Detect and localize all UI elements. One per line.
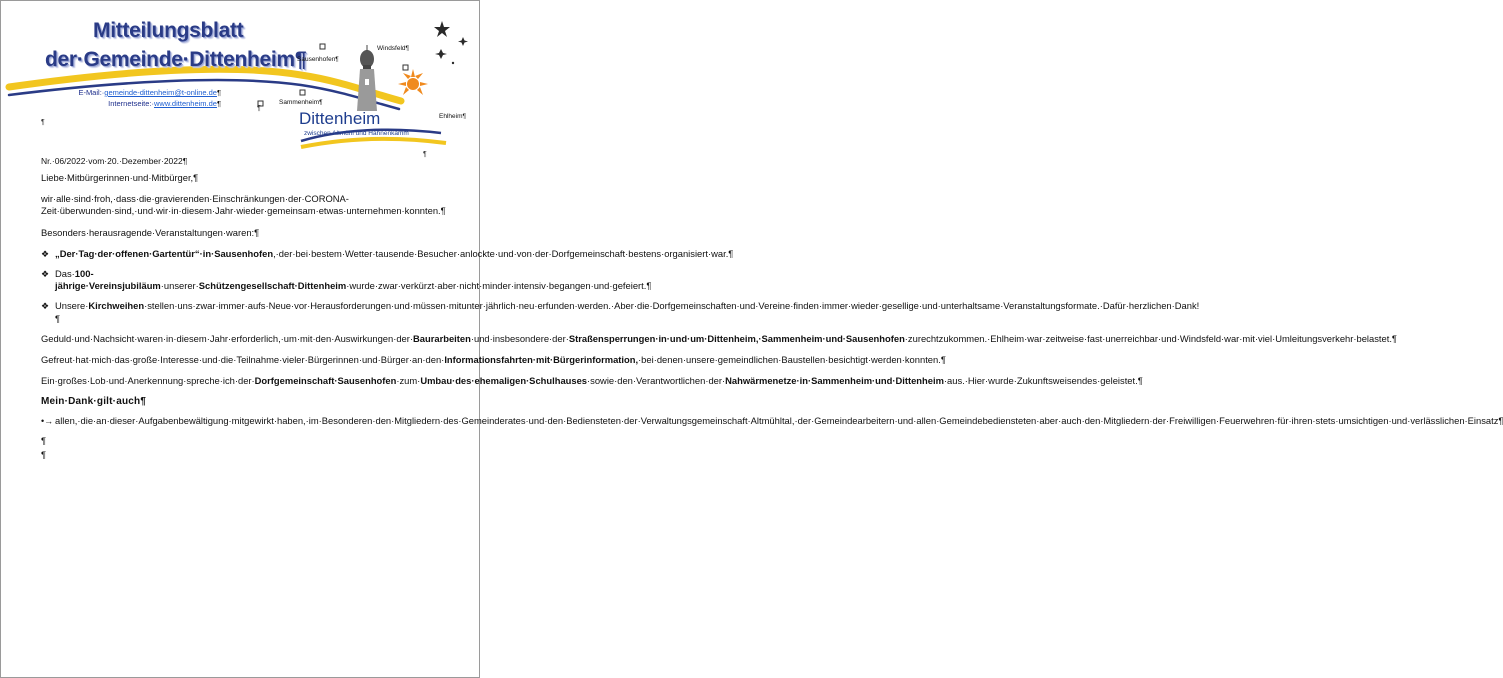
paragraph-events-intro: Besonders·herausragende·Veranstaltungen·waren:¶: [41, 226, 260, 238]
website-link[interactable]: www.dittenheim.de: [154, 99, 217, 108]
place-sausenhofen: Sausenhofen¶: [297, 56, 339, 63]
diamond-bullet-icon: ❖: [41, 301, 50, 312]
list-item: ❖ Das·100-jährige·Vereinsjubiläum·unserer·Schützengesellschaft·Dittenheim·wurde·zwar·verkürzt·aber·nicht·minder·intensiv·begangen·und·gefeiert.¶: [41, 268, 652, 292]
diamond-bullet-icon: ❖: [41, 269, 50, 280]
sun-icon: [398, 69, 428, 95]
website-line: Internetseite:·www.dittenheim.de¶: [108, 99, 221, 108]
place-ehlheim: Ehlheim¶: [439, 113, 466, 120]
mark-pilcrow: ¶: [423, 151, 427, 158]
empty-paragraph: ¶: [41, 448, 47, 460]
church-tower-icon: [357, 45, 377, 111]
paragraph-praise: Ein·großes·Lob·und·Anerkennung·spreche·ich·der·Dorfgemeinschaft·Sausenhofen·zum·Umbau·des·ehemaligen·Schulhauses·sowie·den·Verantwortlichen·der·Nahwärmenetze·in·Sammenheim·und·Dittenheim·aus.·Hier·wurde·Zukunftsweisendes·geleistet.¶: [41, 375, 1143, 387]
newsletter-title-line2: der·Gemeinde·Dittenheim¶: [45, 48, 307, 71]
diamond-bullet-icon: ❖: [41, 248, 50, 259]
letter-body: [41, 172, 1503, 463]
brand-name: Dittenheim: [299, 109, 381, 128]
list-item: •→ allen,·die·an·dieser·Aufgabenbewältigung·mitgewirkt·haben,·im·Besonderen·den·Mitgliedern·des·Gemeinderates·und·den·Bediensteten·der·Verwaltungsgemeinschaft·Altmühltal,·der·Gemeindearbeitern·und·allen·Gemeindebediensteten·aber·auch·den·Mitgliedern·der·Freiwilligen·Feuerwehren·für·ihren·stets·umsichtigen·und·verlässlichen·Einsatz¶: [41, 414, 1503, 426]
mark-pilcrow: ¶: [257, 105, 261, 112]
place-windsfeld: Windsfeld¶: [377, 45, 410, 52]
empty-paragraph: ¶: [41, 434, 47, 446]
paragraph-intro: wir·alle·sind·froh,·dass·die·gravierenden·Einschränkungen·der·CORONA-Zeit·überwunden·sind,·und·wir·in·diesem·Jahr·wieder·gemeinsam·etwas·unternehmen·konnten.¶: [41, 193, 446, 217]
list-item: ❖ „Der·Tag·der·offenen·Gartentür“·in·Sausenhofen,·der·bei·bestem·Wetter·tausende·Besucher·anlockte·und·von·der·Dorfgemeinschaft·bestens·organisiert·war.¶: [41, 247, 734, 259]
email-line: E-Mail:·gemeinde-dittenheim@t-online.de¶: [78, 88, 221, 97]
greeting: Liebe·Mitbürgerinnen·und·Mitbürger,¶: [41, 172, 199, 183]
email-link[interactable]: gemeinde-dittenheim@t-online.de: [104, 88, 217, 97]
paragraph-info-tours: Gefreut·hat·mich·das·große·Interesse·und·die·Teilnahme·vieler·Bürgerinnen·und·Bürger·an·den·Informationsfahrten·mit·Bürgerinformation,·bei·denen·unsere·gemeindlichen·Baustellen·besichtigt·werden·konnten.¶: [41, 354, 946, 366]
mark-pilcrow: ¶: [41, 119, 45, 126]
place-sammenheim: Sammenheim¶: [279, 99, 323, 106]
issue-line: Nr.·06/2022·vom·20.·Dezember·2022¶: [41, 156, 188, 166]
brand-tagline: zwischen Altmühl und Hahnenkamm: [304, 130, 409, 137]
list-item: ❖ Unsere·Kirchweihen·stellen·uns·zwar·immer·aufs·Neue·vor·Herausforderungen·und·müssen·mitunter·jährlich·neu·erfunden·werden.·Aber·die·Dorfgemeinschaften·und·Vereine·finden·immer·wieder·gesellige·und·unterhaltsame·Veranstaltungsformate.·Dafür·herzlichen·Dank!¶: [41, 300, 1200, 324]
stars-icon: [434, 21, 468, 64]
section-heading: Mein·Dank·gilt·auch¶: [41, 396, 147, 408]
paragraph-construction: Geduld·und·Nachsicht·waren·in·diesem·Jahr·erforderlich,·um·mit·den·Auswirkungen·der·Baurarbeiten·und·insbesondere·der·Straßensperrungen·in·und·um·Dittenheim,·Sammenheim·und·Sausenhofen·zurechtzukommen.·Ehlheim·war·zeitweise·fast·unerreichbar·und·Windsfeld·war·mit·viel·Umleitungsverkehr·belastet.¶: [41, 332, 1397, 344]
arrow-bullet-icon: •→: [41, 415, 54, 426]
letterhead: [1, 1, 479, 158]
newsletter-title-line1: Mitteilungsblatt: [93, 19, 244, 42]
contact-block: [61, 87, 221, 109]
